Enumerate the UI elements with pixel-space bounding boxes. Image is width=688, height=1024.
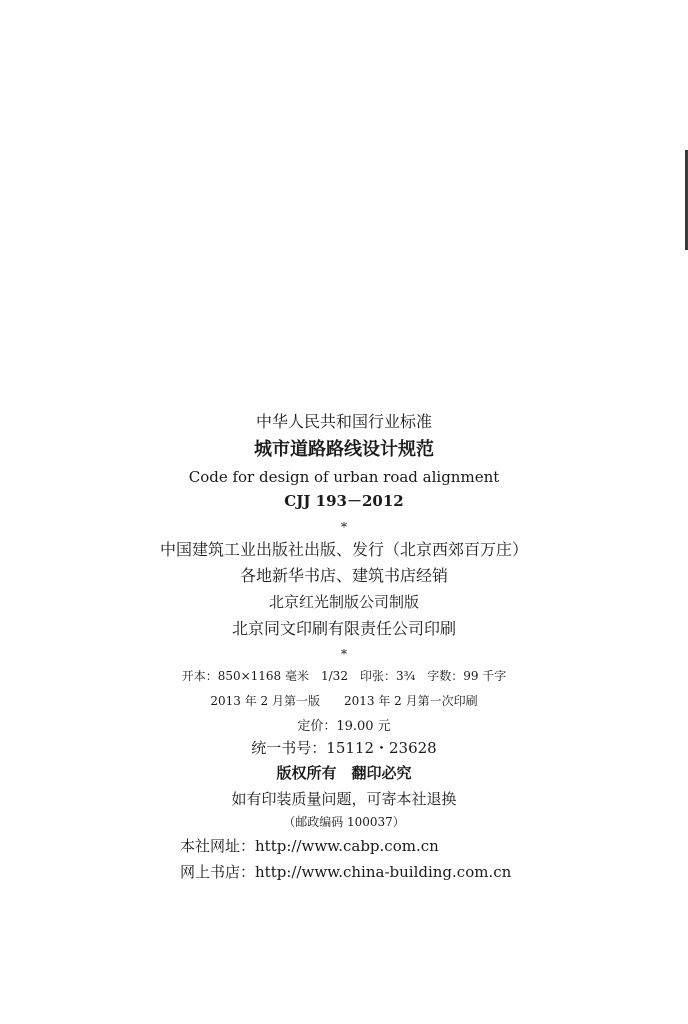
return-notice: 如有印装质量问题，可寄本社退换 [231, 790, 457, 808]
separator-star: * [341, 647, 347, 661]
printer-line: 北京同文印刷有限责任公司印刷 [231, 619, 456, 638]
price: 定价：19.00 元 [297, 719, 391, 734]
edition-info: 2013 年 2 月第一版 2013 年 2 月第一次印刷 [210, 694, 478, 708]
typesetter-line: 北京红光制版公司制版 [268, 593, 419, 611]
online-bookstore: 网上书店：http://www.china-building.com.cn [180, 863, 512, 881]
standard-code: CJJ 193－2012 [284, 492, 404, 510]
isbn: 统一书号：15112・23628 [251, 739, 437, 757]
publisher-website: 本社网址：http://www.cabp.com.cn [180, 837, 439, 855]
title-english: Code for design of urban road alignment [188, 468, 500, 486]
format-specs: 开本：850×1168 毫米 1/32 印张：3¾ 字数：99 千字 [181, 669, 507, 683]
standard-series: 中华人民共和国行业标准 [255, 412, 432, 431]
separator-star: * [341, 520, 347, 534]
postal-code: （邮政编码 100037） [283, 815, 405, 829]
distributor-line: 各地新华书店、建筑书店经销 [239, 566, 448, 585]
publisher-line: 中国建筑工业出版社出版、发行（北京西郊百万庄） [159, 540, 528, 559]
copyright-notice: 版权所有 翻印必究 [276, 764, 412, 782]
title-chinese: 城市道路路线设计规范 [254, 439, 434, 460]
